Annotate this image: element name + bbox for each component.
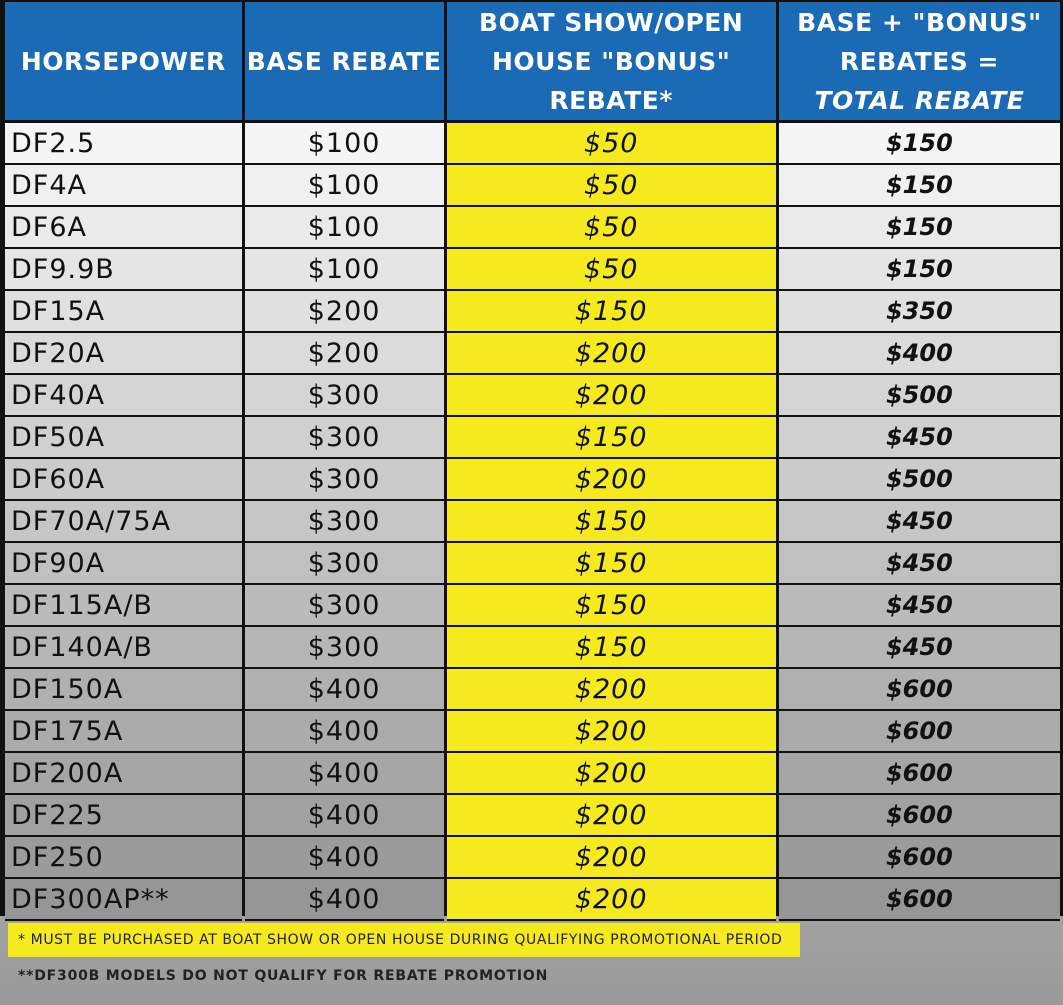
base-rebate-cell: $400 xyxy=(245,795,444,837)
bonus-rebate-cell: $150 xyxy=(447,291,776,333)
table-row xyxy=(5,879,1060,921)
horsepower-cell: DF15A xyxy=(5,291,242,333)
table-row xyxy=(5,627,1060,669)
total-rebate-cell: $600 xyxy=(779,837,1060,879)
base-rebate-cell: $300 xyxy=(245,417,444,459)
total-rebate-cell: $600 xyxy=(779,669,1060,711)
total-rebate-cell: $500 xyxy=(779,459,1060,501)
total-rebate-cell: $450 xyxy=(779,543,1060,585)
bonus-rebate-cell: $50 xyxy=(447,123,776,165)
bonus-rebate-cell: $200 xyxy=(447,333,776,375)
base-rebate-cell: $100 xyxy=(245,249,444,291)
horsepower-cell: DF150A xyxy=(5,669,242,711)
horsepower-cell: DF300AP** xyxy=(5,879,242,921)
table-row xyxy=(5,333,1060,375)
horsepower-cell: DF200A xyxy=(5,753,242,795)
table-row xyxy=(5,375,1060,417)
bonus-rebate-cell: $200 xyxy=(447,795,776,837)
table-row xyxy=(5,291,1060,333)
base-rebate-cell: $200 xyxy=(245,291,444,333)
table-row xyxy=(5,501,1060,543)
table-row xyxy=(5,249,1060,291)
table-row xyxy=(5,123,1060,165)
horsepower-cell: DF4A xyxy=(5,165,242,207)
bonus-rebate-cell: $200 xyxy=(447,753,776,795)
base-rebate-cell: $100 xyxy=(245,123,444,165)
bonus-rebate-cell: $200 xyxy=(447,669,776,711)
table-row xyxy=(5,753,1060,795)
base-rebate-cell: $400 xyxy=(245,753,444,795)
bonus-rebate-cell: $200 xyxy=(447,375,776,417)
header-horsepower: HORSEPOWER xyxy=(5,2,242,123)
total-rebate-cell: $350 xyxy=(779,291,1060,333)
bonus-rebate-cell: $150 xyxy=(447,501,776,543)
base-rebate-cell: $400 xyxy=(245,669,444,711)
horsepower-cell: DF2.5 xyxy=(5,123,242,165)
bonus-rebate-cell: $50 xyxy=(447,207,776,249)
table-header-row xyxy=(5,2,1060,123)
total-rebate-cell: $500 xyxy=(779,375,1060,417)
horsepower-cell: DF115A/B xyxy=(5,585,242,627)
total-rebate-cell: $600 xyxy=(779,711,1060,753)
horsepower-cell: DF6A xyxy=(5,207,242,249)
table-row xyxy=(5,837,1060,879)
rebate-table xyxy=(2,2,1063,921)
bonus-rebate-cell: $200 xyxy=(447,711,776,753)
total-rebate-cell: $600 xyxy=(779,753,1060,795)
horsepower-cell: DF50A xyxy=(5,417,242,459)
total-rebate-cell: $600 xyxy=(779,879,1060,921)
bonus-rebate-cell: $200 xyxy=(447,837,776,879)
horsepower-cell: DF70A/75A xyxy=(5,501,242,543)
base-rebate-cell: $300 xyxy=(245,459,444,501)
total-rebate-cell: $450 xyxy=(779,501,1060,543)
base-rebate-cell: $100 xyxy=(245,207,444,249)
table-row xyxy=(5,459,1060,501)
total-rebate-cell: $450 xyxy=(779,417,1060,459)
horsepower-cell: DF60A xyxy=(5,459,242,501)
header-bonus-rebate: BOAT SHOW/OPEN HOUSE "BONUS" REBATE* xyxy=(447,2,776,123)
table-row xyxy=(5,165,1060,207)
bonus-rebate-cell: $200 xyxy=(447,459,776,501)
bonus-rebate-cell: $50 xyxy=(447,165,776,207)
base-rebate-cell: $300 xyxy=(245,375,444,417)
table-row xyxy=(5,669,1060,711)
horsepower-cell: DF9.9B xyxy=(5,249,242,291)
horsepower-cell: DF20A xyxy=(5,333,242,375)
bonus-rebate-cell: $150 xyxy=(447,627,776,669)
table-row xyxy=(5,585,1060,627)
base-rebate-cell: $300 xyxy=(245,501,444,543)
total-rebate-cell: $400 xyxy=(779,333,1060,375)
bonus-rebate-cell: $150 xyxy=(447,417,776,459)
total-rebate-cell: $150 xyxy=(779,249,1060,291)
total-rebate-cell: $450 xyxy=(779,627,1060,669)
bonus-footnote: * MUST BE PURCHASED AT BOAT SHOW OR OPEN HOUSE DURING QUALIFYING PROMOTIONAL PERIOD xyxy=(8,923,800,957)
table-row xyxy=(5,543,1060,585)
table-row xyxy=(5,207,1060,249)
bonus-rebate-cell: $50 xyxy=(447,249,776,291)
horsepower-cell: DF40A xyxy=(5,375,242,417)
base-rebate-cell: $400 xyxy=(245,711,444,753)
horsepower-cell: DF140A/B xyxy=(5,627,242,669)
total-rebate-cell: $150 xyxy=(779,123,1060,165)
base-rebate-cell: $400 xyxy=(245,837,444,879)
base-rebate-cell: $300 xyxy=(245,543,444,585)
header-total-rebate: BASE + "BONUS" REBATES = TOTAL REBATE xyxy=(779,2,1060,123)
bonus-rebate-cell: $150 xyxy=(447,543,776,585)
total-rebate-cell: $600 xyxy=(779,795,1060,837)
total-rebate-cell: $450 xyxy=(779,585,1060,627)
horsepower-cell: DF250 xyxy=(5,837,242,879)
table-row xyxy=(5,711,1060,753)
table-row xyxy=(5,795,1060,837)
header-base-rebate: BASE REBATE xyxy=(245,2,444,123)
base-rebate-cell: $300 xyxy=(245,585,444,627)
table-row xyxy=(5,417,1060,459)
base-rebate-cell: $400 xyxy=(245,879,444,921)
base-rebate-cell: $100 xyxy=(245,165,444,207)
total-rebate-cell: $150 xyxy=(779,207,1060,249)
horsepower-cell: DF175A xyxy=(5,711,242,753)
exclusion-footnote: **DF300B MODELS DO NOT QUALIFY FOR REBATE PROMOTION xyxy=(18,968,549,984)
horsepower-cell: DF90A xyxy=(5,543,242,585)
bonus-rebate-cell: $200 xyxy=(447,879,776,921)
base-rebate-cell: $200 xyxy=(245,333,444,375)
bonus-rebate-cell: $150 xyxy=(447,585,776,627)
base-rebate-cell: $300 xyxy=(245,627,444,669)
horsepower-cell: DF225 xyxy=(5,795,242,837)
total-rebate-cell: $150 xyxy=(779,165,1060,207)
